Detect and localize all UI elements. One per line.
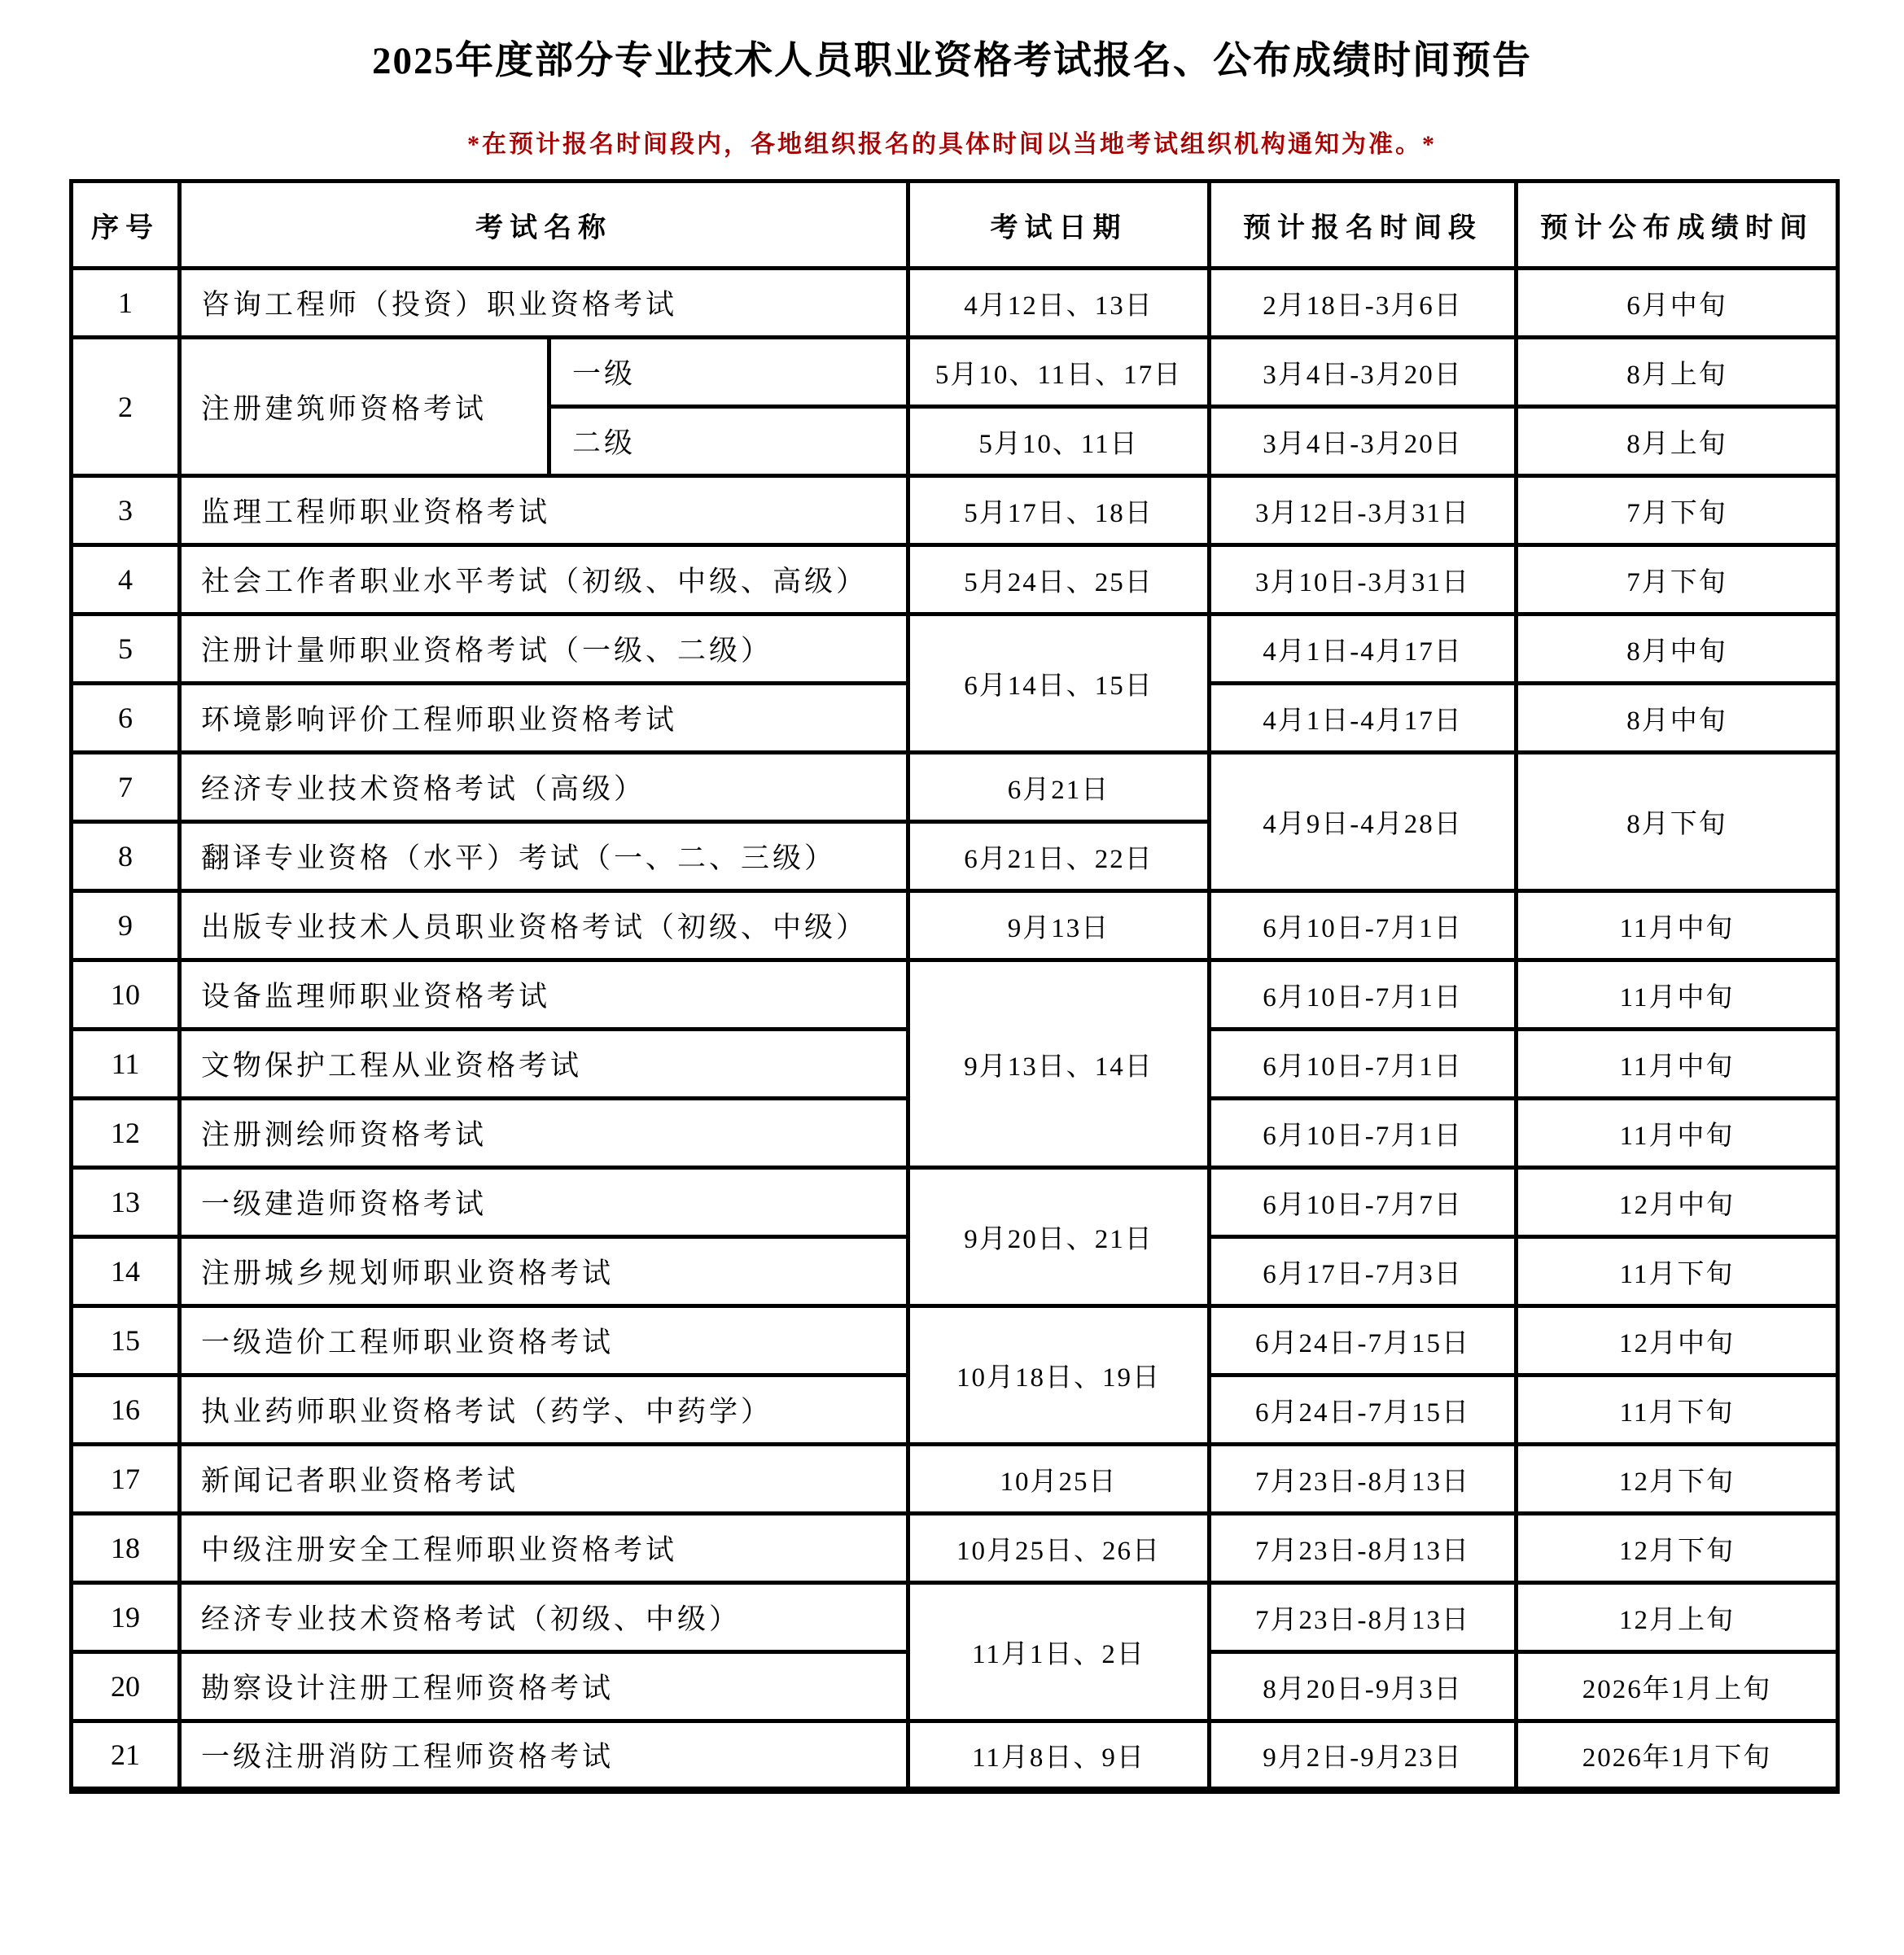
serial-cell: 8 <box>72 822 180 891</box>
serial-cell: 7 <box>72 753 180 822</box>
table-row <box>72 891 1838 960</box>
header-exam-date: 考试日期 <box>908 182 1210 269</box>
score-release-cell: 2026年1月下旬 <box>1517 1721 1838 1791</box>
table-row <box>72 1721 1838 1791</box>
score-release-cell: 7月下旬 <box>1517 476 1838 545</box>
registration-period-cell: 4月1日-4月17日 <box>1210 614 1517 684</box>
exam-name-cell: 翻译专业资格（水平）考试（一、二、三级） <box>180 822 908 891</box>
exam-name-cell: 注册城乡规划师职业资格考试 <box>180 1237 908 1306</box>
registration-period-cell: 4月1日-4月17日 <box>1210 684 1517 753</box>
header-score-release: 预计公布成绩时间 <box>1517 182 1838 269</box>
exam-name-cell: 一级造价工程师职业资格考试 <box>180 1306 908 1375</box>
score-release-cell: 8月中旬 <box>1517 614 1838 684</box>
serial-cell: 20 <box>72 1652 180 1721</box>
exam-name-cell: 文物保护工程从业资格考试 <box>180 1030 908 1099</box>
exam-date-cell: 5月10、11日 <box>908 407 1210 476</box>
score-release-cell: 12月下旬 <box>1517 1445 1838 1514</box>
exam-date-cell: 4月12日、13日 <box>908 269 1210 338</box>
exam-name-cell: 经济专业技术资格考试（初级、中级） <box>180 1583 908 1652</box>
serial-cell: 13 <box>72 1168 180 1237</box>
exam-level-cell: 二级 <box>549 407 908 476</box>
serial-cell: 15 <box>72 1306 180 1375</box>
table-row <box>72 960 1838 1030</box>
table-row <box>72 476 1838 545</box>
score-release-cell: 12月中旬 <box>1517 1306 1838 1375</box>
serial-cell: 19 <box>72 1583 180 1652</box>
table-row <box>72 753 1838 822</box>
table-row <box>72 1445 1838 1514</box>
score-release-cell: 11月下旬 <box>1517 1237 1838 1306</box>
score-release-cell: 11月中旬 <box>1517 960 1838 1030</box>
score-release-cell: 2026年1月上旬 <box>1517 1652 1838 1721</box>
exam-date-cell: 11月8日、9日 <box>908 1721 1210 1791</box>
exam-name-cell: 一级建造师资格考试 <box>180 1168 908 1237</box>
registration-period-cell: 4月9日-4月28日 <box>1210 753 1517 891</box>
exam-name-cell: 注册测绘师资格考试 <box>180 1099 908 1168</box>
exam-name-cell: 执业药师职业资格考试（药学、中药学） <box>180 1375 908 1445</box>
registration-period-cell: 9月2日-9月23日 <box>1210 1721 1517 1791</box>
registration-period-cell: 3月10日-3月31日 <box>1210 545 1517 614</box>
registration-period-cell: 6月10日-7月1日 <box>1210 1030 1517 1099</box>
registration-period-cell: 3月12日-3月31日 <box>1210 476 1517 545</box>
registration-period-cell: 6月10日-7月1日 <box>1210 891 1517 960</box>
serial-cell: 17 <box>72 1445 180 1514</box>
registration-period-cell: 7月23日-8月13日 <box>1210 1583 1517 1652</box>
exam-date-cell: 6月21日、22日 <box>908 822 1210 891</box>
serial-cell: 11 <box>72 1030 180 1099</box>
table-row <box>72 1168 1838 1237</box>
serial-cell: 16 <box>72 1375 180 1445</box>
score-release-cell: 12月中旬 <box>1517 1168 1838 1237</box>
serial-cell: 12 <box>72 1099 180 1168</box>
exam-date-cell: 10月25日 <box>908 1445 1210 1514</box>
exam-name-cell: 设备监理师职业资格考试 <box>180 960 908 1030</box>
serial-cell: 10 <box>72 960 180 1030</box>
exam-name-cell: 新闻记者职业资格考试 <box>180 1445 908 1514</box>
exam-name-cell: 注册计量师职业资格考试（一级、二级） <box>180 614 908 684</box>
score-release-cell: 11月中旬 <box>1517 1099 1838 1168</box>
exam-date-cell: 9月13日 <box>908 891 1210 960</box>
table-row <box>72 1583 1838 1652</box>
exam-date-cell: 6月21日 <box>908 753 1210 822</box>
score-release-cell: 6月中旬 <box>1517 269 1838 338</box>
exam-date-cell: 5月24日、25日 <box>908 545 1210 614</box>
registration-period-cell: 2月18日-3月6日 <box>1210 269 1517 338</box>
table-row <box>72 614 1838 684</box>
registration-period-cell: 6月10日-7月7日 <box>1210 1168 1517 1237</box>
header-exam-name: 考试名称 <box>180 182 908 269</box>
serial-cell: 9 <box>72 891 180 960</box>
exam-name-cell: 中级注册安全工程师职业资格考试 <box>180 1514 908 1583</box>
table-row <box>72 269 1838 338</box>
exam-date-cell: 9月20日、21日 <box>908 1168 1210 1306</box>
serial-cell: 3 <box>72 476 180 545</box>
exam-date-cell: 9月13日、14日 <box>908 960 1210 1168</box>
registration-period-cell: 6月24日-7月15日 <box>1210 1306 1517 1375</box>
registration-period-cell: 6月24日-7月15日 <box>1210 1375 1517 1445</box>
registration-period-cell: 8月20日-9月3日 <box>1210 1652 1517 1721</box>
exam-date-cell: 10月25日、26日 <box>908 1514 1210 1583</box>
score-release-cell: 8月上旬 <box>1517 407 1838 476</box>
exam-name-cell: 监理工程师职业资格考试 <box>180 476 908 545</box>
registration-period-cell: 3月4日-3月20日 <box>1210 338 1517 407</box>
page-title: 2025年度部分专业技术人员职业资格考试报名、公布成绩时间预告 <box>372 40 1532 82</box>
registration-period-cell: 6月17日-7月3日 <box>1210 1237 1517 1306</box>
serial-cell: 4 <box>72 545 180 614</box>
registration-period-cell: 3月4日-3月20日 <box>1210 407 1517 476</box>
serial-cell: 1 <box>72 269 180 338</box>
registration-period-cell: 6月10日-7月1日 <box>1210 1099 1517 1168</box>
exam-name-cell: 注册建筑师资格考试 <box>180 338 549 476</box>
score-release-cell: 12月上旬 <box>1517 1583 1838 1652</box>
score-release-cell: 8月中旬 <box>1517 684 1838 753</box>
exam-schedule-table <box>69 179 1840 1794</box>
exam-level-cell: 一级 <box>549 338 908 407</box>
serial-cell: 6 <box>72 684 180 753</box>
exam-name-cell: 勘察设计注册工程师资格考试 <box>180 1652 908 1721</box>
disclaimer-note: *在预计报名时间段内，各地组织报名的具体时间以当地考试组织机构通知为准。* <box>467 131 1437 158</box>
score-release-cell: 12月下旬 <box>1517 1514 1838 1583</box>
score-release-cell: 8月下旬 <box>1517 753 1838 891</box>
exam-name-cell: 咨询工程师（投资）职业资格考试 <box>180 269 908 338</box>
score-release-cell: 8月上旬 <box>1517 338 1838 407</box>
exam-date-cell: 10月18日、19日 <box>908 1306 1210 1445</box>
exam-name-cell: 环境影响评价工程师职业资格考试 <box>180 684 908 753</box>
exam-date-cell: 5月17日、18日 <box>908 476 1210 545</box>
serial-cell: 18 <box>72 1514 180 1583</box>
exam-name-cell: 经济专业技术资格考试（高级） <box>180 753 908 822</box>
serial-cell: 2 <box>72 338 180 476</box>
registration-period-cell: 7月23日-8月13日 <box>1210 1514 1517 1583</box>
serial-cell: 5 <box>72 614 180 684</box>
header-registration-period: 预计报名时间段 <box>1210 182 1517 269</box>
score-release-cell: 11月中旬 <box>1517 891 1838 960</box>
exam-name-cell: 出版专业技术人员职业资格考试（初级、中级） <box>180 891 908 960</box>
exam-date-cell: 6月14日、15日 <box>908 614 1210 753</box>
exam-date-cell: 5月10、11日、17日 <box>908 338 1210 407</box>
table-row <box>72 1514 1838 1583</box>
table-row <box>72 1306 1838 1375</box>
registration-period-cell: 7月23日-8月13日 <box>1210 1445 1517 1514</box>
header-serial: 序号 <box>72 182 180 269</box>
registration-period-cell: 6月10日-7月1日 <box>1210 960 1517 1030</box>
serial-cell: 21 <box>72 1721 180 1791</box>
exam-name-cell: 社会工作者职业水平考试（初级、中级、高级） <box>180 545 908 614</box>
score-release-cell: 11月下旬 <box>1517 1375 1838 1445</box>
score-release-cell: 7月下旬 <box>1517 545 1838 614</box>
table-header-row <box>72 182 1838 269</box>
score-release-cell: 11月中旬 <box>1517 1030 1838 1099</box>
serial-cell: 14 <box>72 1237 180 1306</box>
table-row <box>72 338 1838 407</box>
exam-name-cell: 一级注册消防工程师资格考试 <box>180 1721 908 1791</box>
table-row <box>72 545 1838 614</box>
exam-date-cell: 11月1日、2日 <box>908 1583 1210 1721</box>
